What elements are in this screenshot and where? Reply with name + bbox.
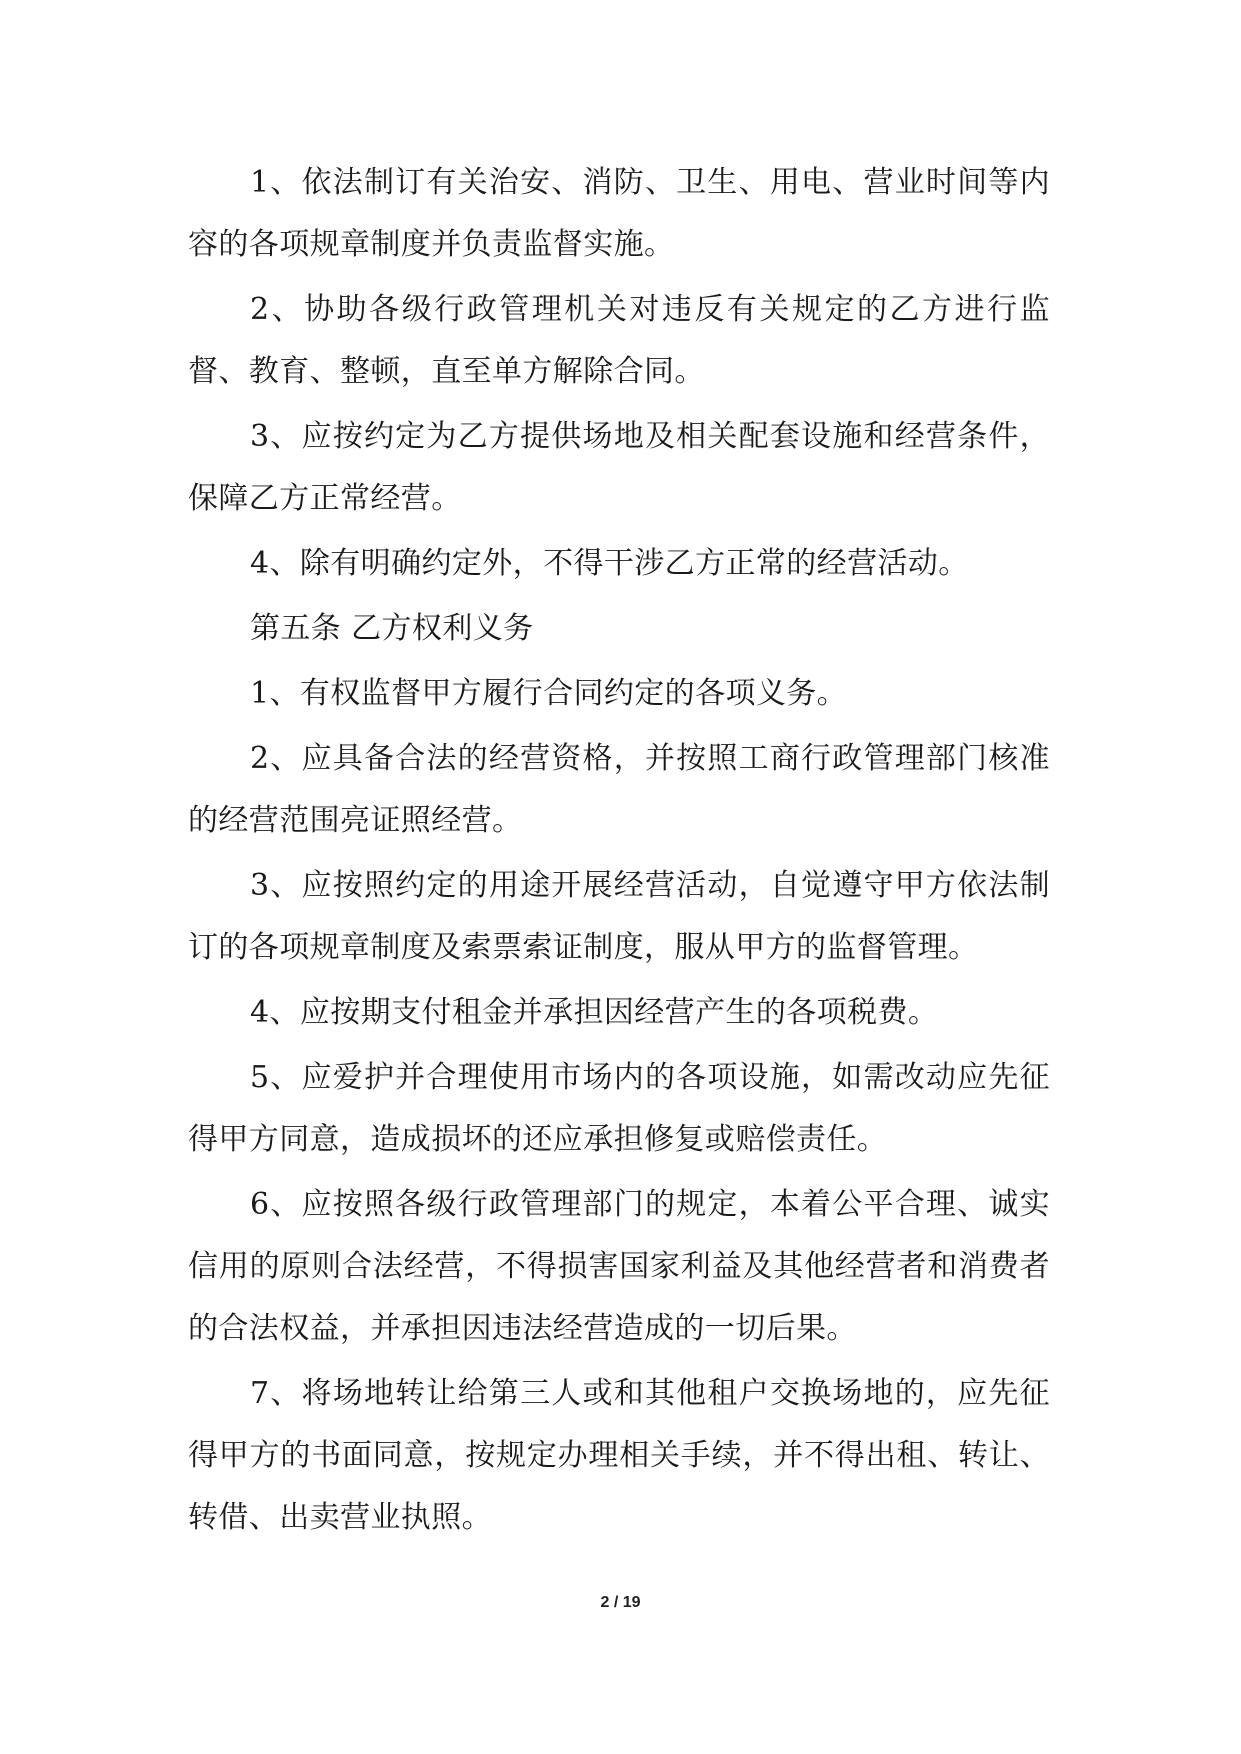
paragraph-obligation-4: 4、除有明确约定外，不得干涉乙方正常的经营活动。 [250, 546, 969, 581]
paragraph-right-2: 2、应具备合法的经营资格，并按照工商行政管理部门核准的经营范围亮证照经营。 [188, 741, 1050, 838]
document-body [188, 152, 1050, 1552]
paragraph-right-7: 7、将场地转让给第三人或和其他租户交换场地的，应先征得甲方的书面同意，按规定办理相关手续，并不得出租、转让、转借、出卖营业执照。 [188, 1376, 1050, 1535]
paragraph-obligation-3: 3、应按约定为乙方提供场地及相关配套设施和经营条件，保障乙方正常经营。 [188, 419, 1050, 516]
paragraph-right-3: 3、应按照约定的用途开展经营活动，自觉遵守甲方依法制订的各项规章制度及索票索证制度，服从甲方的监督管理。 [188, 868, 1050, 965]
paragraph-right-6: 6、应按照各级行政管理部门的规定，本着公平合理、诚实信用的原则合法经营，不得损害国家利益及其他经营者和消费者的合法权益，并承担因违法经营造成的一切后果。 [188, 1187, 1050, 1346]
paragraph-right-4: 4、应按期支付租金并承担因经营产生的各项税费。 [250, 995, 939, 1030]
paragraph-right-1: 1、有权监督甲方履行合同约定的各项义务。 [250, 676, 848, 711]
section-heading-article-5: 第五条 乙方权利义务 [250, 611, 534, 646]
paragraph-obligation-1: 1、依法制订有关治安、消防、卫生、用电、营业时间等内容的各项规章制度并负责监督实施。 [188, 165, 1050, 262]
paragraph-obligation-2: 2、协助各级行政管理机关对违反有关规定的乙方进行监督、教育、整顿，直至单方解除合同。 [188, 292, 1050, 389]
page-number: 2 / 19 [600, 1594, 641, 1611]
paragraph-right-5: 5、应爱护并合理使用市场内的各项设施，如需改动应先征得甲方同意，造成损坏的还应承担修复或赔偿责任。 [188, 1060, 1050, 1157]
